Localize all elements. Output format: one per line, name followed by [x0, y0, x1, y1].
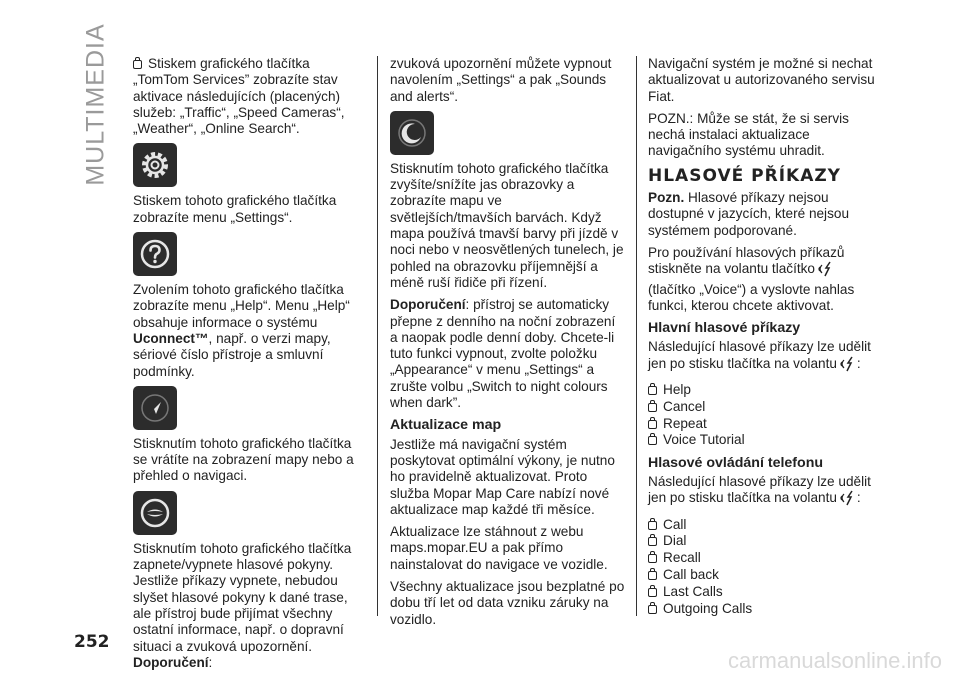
settings-gear-icon: [133, 143, 177, 187]
bullet-icon: [133, 60, 142, 69]
list-item: Dial: [648, 533, 882, 549]
bullet-icon: [648, 521, 657, 530]
voice-button-icon: [839, 490, 855, 510]
main-commands-list: [648, 382, 882, 449]
heading-main-voice-commands: Hlavní hlasové příkazy: [648, 320, 801, 337]
heading-map-update: Aktualizace map: [390, 417, 502, 434]
section-side-label: [76, 24, 116, 184]
paragraph: Zvolením tohoto grafického tlačítka zobrazíte menu „Help“. Menu „Help“ obsahuje informace o systému Uconnect™, např. o verzi mapy, sériové číslo přístroje a smluvní podmínky.: [133, 282, 350, 379]
list-item: Last Calls: [648, 584, 882, 600]
paragraph-text: Stiskem grafického tlačítka „TomTom Services” zobrazíte stav aktivace následujících (placených) služeb: „Traffic“, „Speed Cameras“, „Weather“, „Online Search“.: [133, 56, 345, 137]
bullet-icon: [648, 403, 657, 412]
night-mode-moon-icon: [390, 111, 434, 155]
column-divider: [636, 56, 637, 616]
paragraph: Všechny aktualizace jsou bezplatné po dobu tří let od data vzniku záruky na vozidlo.: [390, 579, 625, 627]
bullet-icon: [648, 588, 657, 597]
list-item: Help: [648, 382, 882, 398]
bullet-icon: [648, 436, 657, 445]
paragraph: POZN.: Může se stát, že si servis nechá instalaci aktualizace navigačního systému uhradit.: [648, 110, 849, 159]
paragraph: Jestliže má navigační systém poskytovat optimální výkony, je nutno ho pravidelně aktualizovat. Proto služba Mopar Map Care nabízí nové aktualizace map každé tři měsíce.: [390, 436, 615, 517]
column-1: [133, 56, 365, 677]
heading-phone-voice-control: Hlasové ovládání telefonu: [648, 454, 824, 471]
paragraph: Stisknutím tohoto grafického tlačítka zapnete/vypnete hlasové pokyny. Jestliže příkazy vypnete, nebudou slyšet hlasové pokyny k dané trase, ale přístroj bude přijímat všechny ostatní informace, např. o dopravní situaci a zvuková upozornění. Doporučení:: [133, 540, 352, 670]
list-item: Outgoing Calls: [648, 601, 882, 617]
paragraph: Navigační systém je možné si nechat aktualizovat u autorizovaného servisu Fiat.: [648, 56, 875, 104]
bullet-icon: [648, 554, 657, 563]
paragraph: Následující hlasové příkazy lze udělit jen po stisku tlačítka na volantu :: [648, 339, 882, 376]
help-question-icon: [133, 232, 177, 276]
list-item: Call back: [648, 567, 882, 583]
heading-voice-commands: HLASOVÉ PŘÍKAZY: [648, 165, 841, 186]
paragraph: Následující hlasové příkazy lze udělit jen po stisku tlačítka na volantu :: [648, 474, 882, 511]
page-number: 252: [74, 632, 110, 652]
voice-button-icon: [839, 356, 855, 376]
paragraph: Pozn. Hlasové příkazy nejsou dostupné v jazycích, které nejsou systémem podporované.: [648, 190, 849, 238]
list-item: Voice Tutorial: [648, 432, 882, 448]
bullet-icon: [648, 605, 657, 614]
paragraph: Stisknutím tohoto grafického tlačítka zvyšíte/snížíte jas obrazovky a zobrazíte mapu ve světlejších/tmavších barvách. Když mapa používá tmavší barvy při jízdě v noci nebo v neosvětlených tunelech, je pohled na obrazovku příjemnější a méně ruší řidiče při řízení.: [390, 160, 624, 290]
paragraph: Pro používání hlasových příkazů stiskněte na volantu tlačítko (tlačítko „Voice“) a vyslovte nahlas funkci, kterou chcete aktivovat.: [648, 244, 855, 313]
watermark: carmanualsonline.info: [727, 648, 942, 673]
paragraph: Doporučení: přístroj se automaticky přepne z denního na noční zobrazení a naopak podle denní doby. Chcete-li tuto funkci vypnout, zvolte položku „Appearance“ v menu „Settings“ a zrušte volbu „Switch to night colours when dark”.: [390, 297, 616, 411]
paragraph: Aktualizace lze stáhnout z webu maps.mopar.EU a pak přímo nainstalovat do navigace ve vozidle.: [390, 524, 608, 572]
bullet-icon: [648, 386, 657, 395]
paragraph: Stiskem tohoto grafického tlačítka zobrazíte menu „Settings“.: [133, 193, 337, 225]
bullet-icon: [648, 420, 657, 429]
paragraph: zvuková upozornění můžete vypnout navolením „Settings“ a pak „Sounds and alerts“.: [390, 56, 612, 104]
column-2: [390, 56, 626, 634]
paragraph: Stisknutím tohoto grafického tlačítka se vrátíte na zobrazení mapy nebo a přehled o navigaci.: [133, 435, 354, 484]
list-item: Cancel: [648, 399, 882, 415]
paragraph: [133, 56, 365, 137]
list-item: Call: [648, 517, 882, 533]
section-title: MULTIMEDIA: [81, 22, 110, 186]
phone-commands-list: [648, 517, 882, 617]
list-item: Repeat: [648, 416, 882, 432]
bullet-icon: [648, 571, 657, 580]
bullet-icon: [648, 537, 657, 546]
voice-button-icon: [817, 261, 833, 281]
navigation-arrow-icon: [133, 386, 177, 430]
list-item: Recall: [648, 550, 882, 566]
column-3: [648, 56, 882, 623]
column-divider: [377, 56, 378, 616]
voice-instructions-icon: [133, 491, 177, 535]
